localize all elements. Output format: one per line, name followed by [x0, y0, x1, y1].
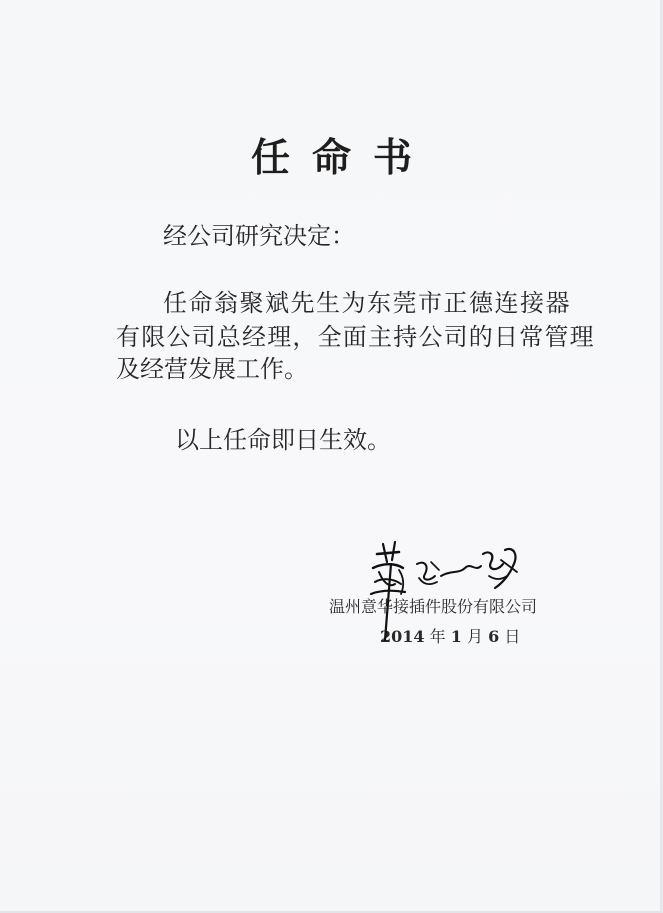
body-line-1: 任命翁聚斌先生为东莞市正德连接器 [163, 289, 571, 317]
date-month-unit: 月 [466, 627, 483, 646]
effective-line: 以上任命即日生效。 [175, 426, 391, 454]
body-line-3: 及经营发展工作。 [116, 355, 308, 383]
date-year: 2014 [380, 627, 425, 646]
date-day: 6 [488, 627, 500, 646]
issuer-name: 温州意华接插件股份有限公司 [329, 597, 538, 616]
date-day-unit: 日 [504, 627, 521, 646]
handwritten-signature-icon [355, 532, 535, 642]
document-title: 任命书 [250, 136, 434, 181]
date-year-unit: 年 [429, 627, 446, 646]
date-month: 1 [450, 627, 462, 646]
greeting-line: 经公司研究决定： [163, 222, 355, 250]
body-line-2: 有限公司总经理，全面主持公司的日常管理 [116, 323, 595, 351]
